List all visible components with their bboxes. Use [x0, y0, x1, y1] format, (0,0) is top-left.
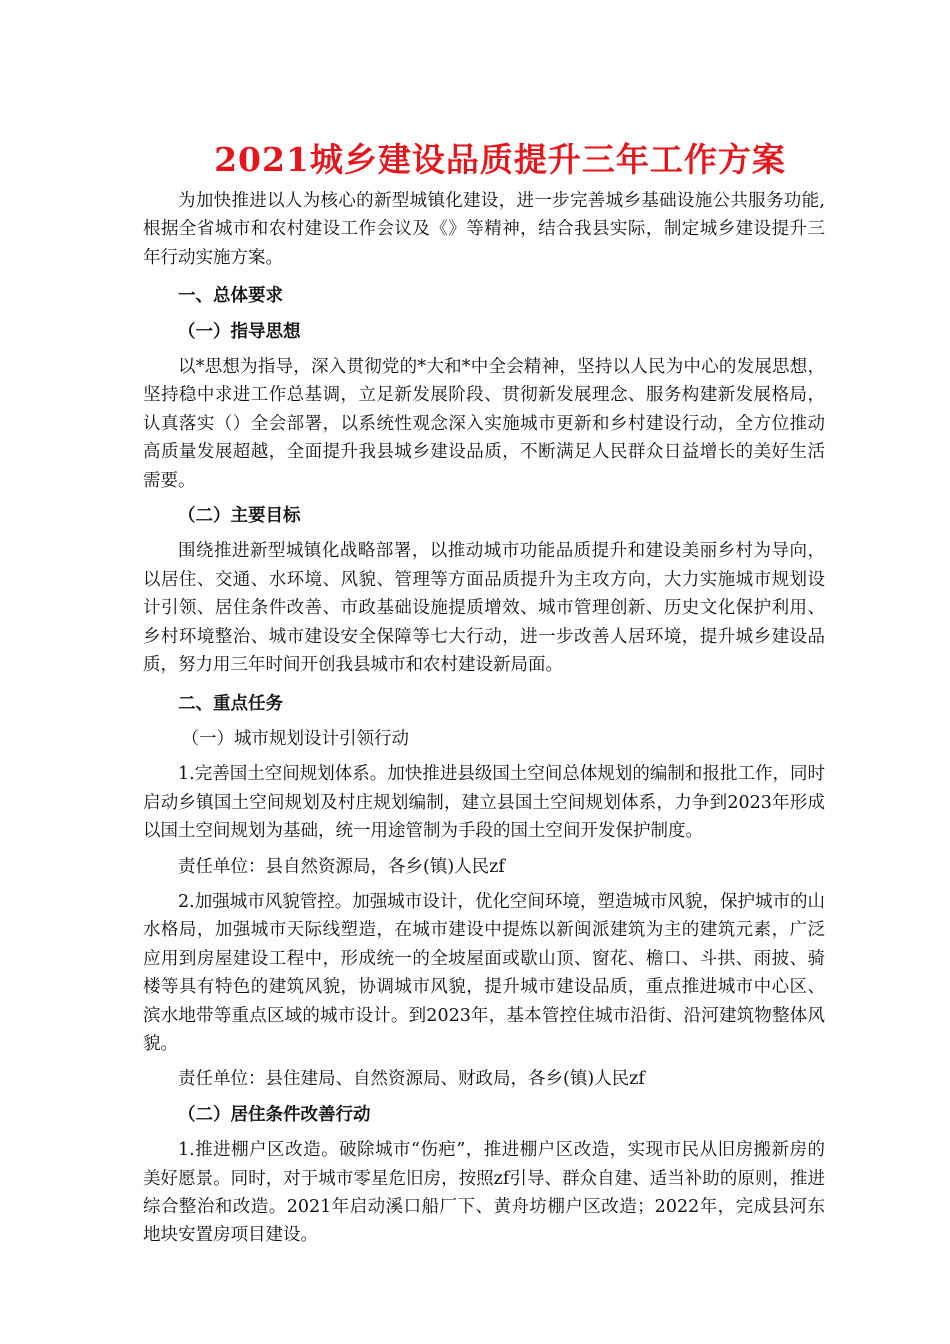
document-body	[143, 187, 825, 1250]
paragraph-item-spatial-planning: 1.完善国土空间规划体系。加快推进县级国土空间总体规划的编制和报批工作，同时启动乡镇国土空间规划及村庄规划编制，建立县国土空间规划体系，力争到2023年形成以国土空间规划为基础，统一用途管制为手段的国土空间开发保护制度。	[143, 764, 825, 842]
paragraph-item-shantytown: 1.推进棚户区改造。破除城市“伤疤”，推进棚户区改造，实现市民从旧房搬新房的美好愿景。同时，对于城市零星危旧房，按照zf引导、群众自建、适当补助的原则，推进综合整治和改造。2021年启动溪口船厂下、黄舟坊棚户区改造；2022年，完成县河东地块安置房项目建设。	[143, 1140, 825, 1246]
responsibility-line-1: 责任单位：县自然资源局，各乡(镇)人民zf	[178, 856, 505, 877]
responsibility-line-2: 责任单位：县住建局、自然资源局、财政局，各乡(镇)人民zf	[178, 1069, 645, 1090]
subsection-heading-planning-action: （一）城市规划设计引领行动	[181, 728, 409, 749]
section-heading-key-tasks: 二、重点任务	[178, 693, 283, 714]
subsection-heading-main-goals: （二）主要目标	[178, 506, 301, 527]
paragraph-guiding-ideology: 以*思想为指导，深入贯彻党的*大和*中全会精神，坚持以人民为中心的发展思想，坚持稳中求进工作总基调，立足新发展阶段、贯彻新发展理念、服务构建新发展格局，认真落实（）全会部署，以系统性观念深入实施城市更新和乡村建设行动，全方位推动高质量发展超越，全面提升我县城乡建设品质，不断满足人民群众日益增长的美好生活需要。	[143, 357, 825, 491]
section-heading-requirements: 一、总体要求	[178, 286, 283, 307]
subsection-heading-guiding-ideology: （一）指导思想	[178, 321, 301, 342]
intro-paragraph: 为加快推进以人为核心的新型城镇化建设，进一步完善城乡基础设施公共服务功能,根据全省城市和农村建设工作会议及《》等精神，结合我县实际，制定城乡建设提升三年行动实施方案。	[143, 191, 825, 268]
paragraph-item-city-style: 2.加强城市风貌管控。加强城市设计，优化空间环境，塑造城市风貌，保护城市的山水格局，加强城市天际线塑造，在城市建设中提炼以新闽派建筑为主的建筑元素，广泛应用到房屋建设工程中，形成统一的全坡屋面或歇山顶、窗花、檐口、斗拱、雨披、骑楼等具有特色的建筑风貌，协调城市风貌，提升城市建设品质，重点推进城市中心区、滨水地带等重点区域的城市设计。到2023年，基本管控住城市沿街、沿河建筑物整体风貌。	[143, 891, 825, 1054]
document-title: 2021城乡建设品质提升三年工作方案	[214, 140, 786, 179]
paragraph-main-goals: 围绕推进新型城镇化战略部署，以推动城市功能品质提升和建设美丽乡村为导向，以居住、交通、水环境、风貌、管理等方面品质提升为主攻方向，大力实施城市规划设计引领、居住条件改善、市政基础设施提质增效、城市管理创新、历史文化保护利用、乡村环境整治、城市建设安全保障等七大行动，进一步改善人居环境，提升城乡建设品质，努力用三年时间开创我县城市和农村建设新局面。	[143, 541, 825, 676]
subsection-heading-housing-action: （二）居住条件改善行动	[178, 1104, 371, 1125]
